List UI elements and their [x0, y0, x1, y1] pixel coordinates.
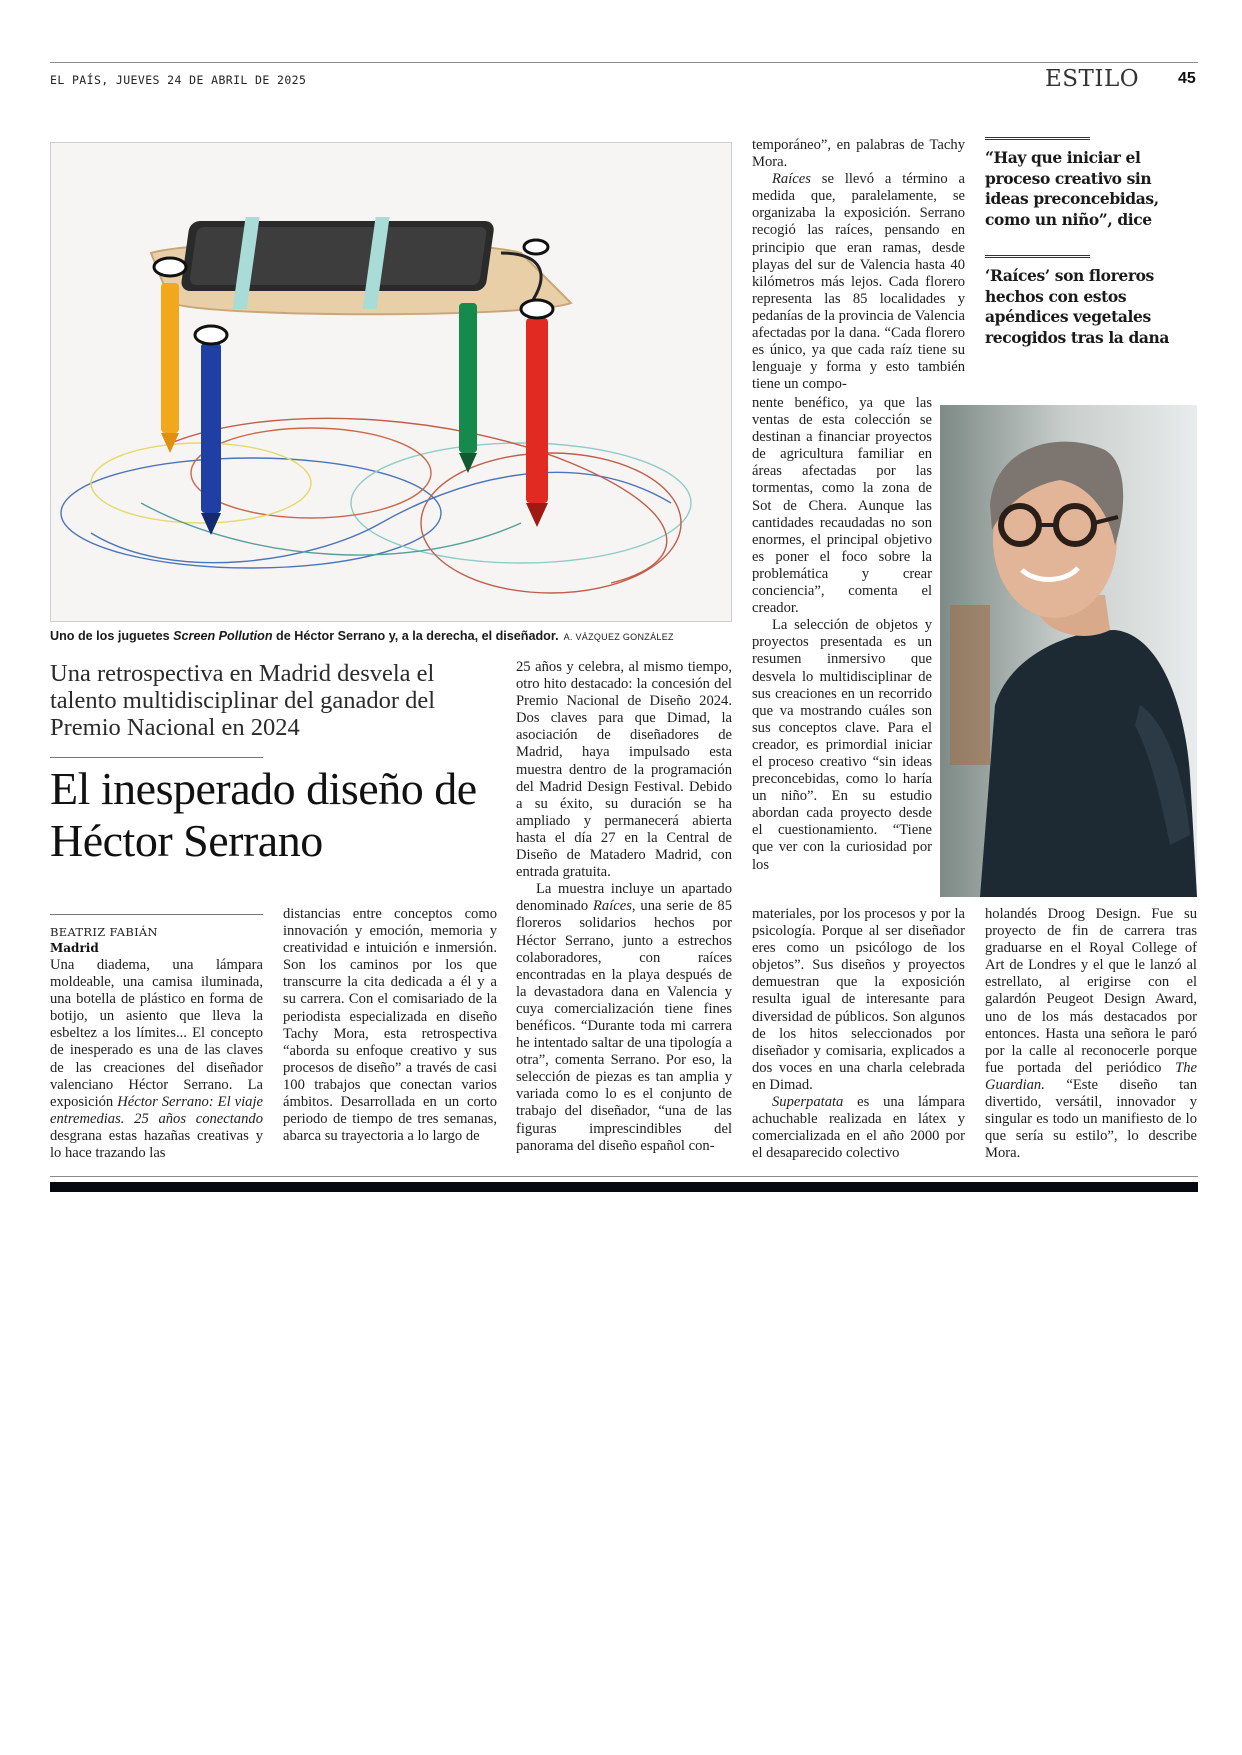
body-text: holandés Droog Design. Fue su proyecto de fin de carrera tras graduarse en el Royal College of Art de Londres y el que le lanzó al estrellato, al erigirse con el galardón Peugeot Design Award, uno de los más destacados por entonces. Hasta una señora le paró por la calle al reconocerle porque fue portada del periódico: [985, 906, 1197, 1076]
caption-text-rest: de Héctor Serrano y, a la derecha, el diseñador.: [272, 629, 559, 643]
photo-caption: [50, 629, 740, 643]
main-photo: [50, 142, 732, 622]
deck-rule: [50, 757, 263, 758]
section-name: ESTILO: [1045, 66, 1140, 92]
body-column-4-bottom: [752, 906, 965, 1162]
designer-portrait: [940, 405, 1197, 897]
pull-quote-rule: [985, 255, 1090, 258]
byline-author: BEATRIZ FABIÁN: [50, 925, 158, 939]
footer-bar: [50, 1182, 1198, 1192]
newspaper-title: The Guardian.: [985, 1059, 1197, 1093]
pull-quote-rule: [985, 137, 1090, 140]
caption-title: Screen Pollution: [173, 629, 273, 643]
body-text: se llevó a término a medida que, paralelamente, se organizaba la exposición. Serrano recogió las raíces, pensando en principio que eran ramas, desde playas del sur de Valencia hasta 40 kilómetros más lejos. Cada florero representa las 85 localidades y pedanías de la provincia de Valencia afectadas por la dana. “Cada florero es único, ya que cada raíz tiene su lenguaje y forma y esto también tiene un compo-: [752, 171, 965, 393]
body-text: nente benéfico, ya que las ventas de esta colección se destinan a financiar proyectos de agricultura familiar en áreas afectadas por las tormentas, como la zona de Sot de Chera. Aunque las cantidades recaudadas no son enormes, el principal objetivo es poner el foco sobre la problemática y crear conciencia”, comenta el creador.: [752, 395, 932, 617]
footer-rule: [50, 1176, 1198, 1177]
body-text: “Este diseño tan divertido, versátil, innovador y singular es todo un manifiesto de lo que sería su estilo”, lo describe Mora.: [985, 1076, 1197, 1162]
headline: El inesperado diseño de Héctor Serrano: [50, 763, 477, 866]
portrait-photo-icon: [940, 405, 1197, 897]
body-text: materiales, por los procesos y por la psicología. Porque al ser diseñador eres como un psicólogo de los objetos”. Sus diseños y proyectos demuestran que la exposición resulta igual de interesante para diversidad de públicos. Son algunos de los hitos seleccionados por diseñador y comisaria, explicados a dos voces en una charla celebrada en Dimad.: [752, 906, 965, 1093]
body-column-4-middle: [752, 395, 932, 874]
pull-quote: “Hay que iniciar el proceso creativo sin ideas preconcebidas, como un niño”, dice: [985, 148, 1159, 229]
body-text: La selección de objetos y proyectos presentada es un resumen inmersivo que desvela lo multidisciplinar de sus creaciones en un recorrido que va mostrando cuáles son sus conceptos clave. Para el creador, es primordial iniciar el proceso creativo “sin ideas preconcebidas, como lo haría un niño”. En su estudio abordan cada proyecto desde el cuestionamiento. “Tiene que ver con la curiosidad por los: [752, 617, 932, 873]
body-text: 25 años y celebra, al mismo tiempo, otro hito destacado: la concesión del Premio Nacional de Diseño 2024. Dos claves para que Dimad, la asociación de diseñadores de Madrid, haya impulsado esta muestra dentro de la programación del Madrid Design Festival. Debido a su éxito, su duración se ha ampliado y permanecerá abierta hasta el día 27 en la Central de Diseño de Matadero Madrid, con entrada gratuita.: [516, 659, 732, 881]
folio-line: EL PAÍS, JUEVES 24 DE ABRIL DE 2025: [50, 73, 307, 87]
body-column-5: [985, 906, 1197, 1162]
byline-place: Madrid: [50, 941, 99, 955]
byline-rule: [50, 914, 263, 915]
body-text: , una serie de 85 floreros solidarios hechos por Héctor Serrano, junto a estrechos colaboradores, con raíces encontradas en la playa después de la devastadora dana en Valencia y cuya comercialización tiene fines benéficos. “Durante toda mi carrera he intentado saltar de una tipología a otra”, comenta Serrano. Por eso, la selección de piezas es tan amplia y variada como lo es el conjunto de trabajo del diseñador, “una de las figuras imprescindibles del panorama del diseño español con-: [516, 898, 733, 1154]
header-rule: [50, 62, 1198, 63]
toy-robot-photo-icon: [51, 143, 731, 621]
caption-text: Uno de los juguetes: [50, 629, 174, 643]
body-italic: Raíces: [772, 171, 811, 188]
body-text: es una lámpara achuchable realizada en látex y comercializada en el año 2000 por el desaparecido colectivo: [752, 1094, 965, 1162]
photo-credit: A. VÁZQUEZ GONZÁLEZ: [563, 632, 674, 642]
exhibition-title: Héctor Serrano: El viaje entremedias. 25 años conectando: [50, 1093, 263, 1127]
body-text: temporáneo”, en palabras de Tachy Mora.: [752, 137, 965, 171]
body-text: distancias entre conceptos como innovación y emoción, memoria y creatividad e intuición e inmersión. Son los caminos por los que transcurre la cita dedicada a él y a su carrera. Con el comisariado de la periodista especializada en diseño Tachy Mora, esta retrospectiva “aborda su enfoque creativo y sus procesos de diseño” a través de casi 100 trabajos que conectan varios ámbitos. Desarrollada en un corto periodo de tiempo de tres semanas, abarca su trayectoria a lo largo de: [283, 906, 497, 1145]
body-text: desgrana estas hazañas creativas y lo hace trazando las: [50, 1127, 263, 1162]
subheadline: Una retrospectiva en Madrid desvela el talento multidisciplinar del ganador del Premio Nacional en 2024: [50, 660, 436, 741]
body-column-4-top: [752, 137, 965, 393]
page-number: 45: [1178, 70, 1196, 87]
body-text: La muestra incluye un apartado denominado: [516, 881, 732, 915]
body-text: Una diadema, una lámpara moldeable, una camisa iluminada, una botella de plástico en forma de botijo, un asiento que lleva la esbeltez a los límites... El concepto de inesperado es una de las claves de las creaciones del diseñador valenciano Héctor Serrano. La exposición: [50, 957, 263, 1110]
body-italic: Raíces: [593, 898, 632, 915]
pull-quote: ‘Raíces’ son floreros hechos con estos apéndices vegetales recogidos tras la dana: [985, 266, 1170, 347]
body-column-1: [50, 957, 263, 1162]
body-column-2: [283, 906, 497, 1145]
body-column-3: [516, 659, 732, 1155]
body-italic: Superpatata: [772, 1094, 844, 1111]
